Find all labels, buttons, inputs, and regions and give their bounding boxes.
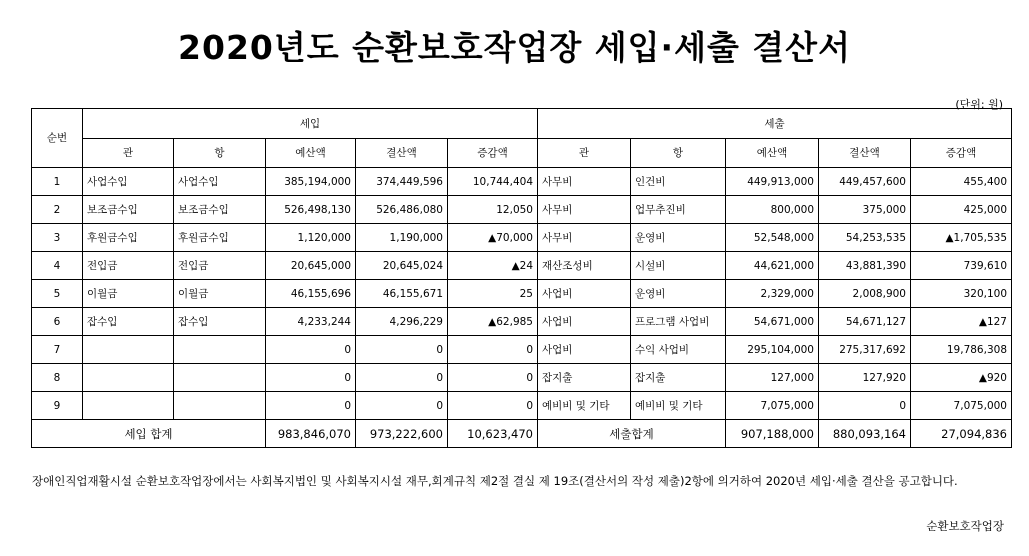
table-row [32, 252, 1012, 280]
expense-gwan: 사업비 [538, 336, 631, 364]
expense-budget: 2,329,000 [726, 280, 819, 308]
income-budget: 385,194,000 [266, 168, 356, 196]
expense-settled: 0 [819, 392, 911, 420]
expense-diff: ▲920 [911, 364, 1012, 392]
row-no: 5 [32, 280, 83, 308]
income-total-budget: 983,846,070 [266, 420, 356, 448]
row-no: 6 [32, 308, 83, 336]
income-budget: 0 [266, 336, 356, 364]
expense-diff: 320,100 [911, 280, 1012, 308]
income-hang [174, 336, 266, 364]
expense-diff-header: 증감액 [911, 139, 1012, 168]
expense-gwan-header: 관 [538, 139, 631, 168]
expense-hang: 운영비 [631, 280, 726, 308]
income-settled: 20,645,024 [356, 252, 448, 280]
expense-gwan: 사무비 [538, 168, 631, 196]
expense-hang: 수익 사업비 [631, 336, 726, 364]
income-diff-header: 증감액 [448, 139, 538, 168]
expense-budget: 7,075,000 [726, 392, 819, 420]
table-row [32, 392, 1012, 420]
income-gwan [83, 392, 174, 420]
income-diff: 0 [448, 364, 538, 392]
income-hang: 잡수입 [174, 308, 266, 336]
expense-diff: 739,610 [911, 252, 1012, 280]
expense-hang-header: 항 [631, 139, 726, 168]
income-header: 세입 [83, 109, 538, 139]
expense-budget-header: 예산액 [726, 139, 819, 168]
income-budget: 0 [266, 364, 356, 392]
income-gwan: 보조금수입 [83, 196, 174, 224]
expense-diff: ▲127 [911, 308, 1012, 336]
income-diff: 10,744,404 [448, 168, 538, 196]
row-no: 7 [32, 336, 83, 364]
row-no: 9 [32, 392, 83, 420]
expense-budget: 52,548,000 [726, 224, 819, 252]
income-settled: 4,296,229 [356, 308, 448, 336]
income-gwan: 후원금수입 [83, 224, 174, 252]
expense-total-budget: 907,188,000 [726, 420, 819, 448]
income-settled: 1,190,000 [356, 224, 448, 252]
table-row [32, 196, 1012, 224]
expense-settled-header: 결산액 [819, 139, 911, 168]
income-diff: ▲70,000 [448, 224, 538, 252]
expense-budget: 449,913,000 [726, 168, 819, 196]
expense-settled: 275,317,692 [819, 336, 911, 364]
row-no: 1 [32, 168, 83, 196]
expense-gwan: 사무비 [538, 196, 631, 224]
expense-diff: 425,000 [911, 196, 1012, 224]
income-budget: 4,233,244 [266, 308, 356, 336]
income-settled: 526,486,080 [356, 196, 448, 224]
expense-hang: 잡지출 [631, 364, 726, 392]
expense-settled: 449,457,600 [819, 168, 911, 196]
income-budget: 46,155,696 [266, 280, 356, 308]
expense-hang: 운영비 [631, 224, 726, 252]
income-diff: ▲24 [448, 252, 538, 280]
expense-hang: 인건비 [631, 168, 726, 196]
expense-budget: 127,000 [726, 364, 819, 392]
income-hang: 이월금 [174, 280, 266, 308]
expense-total-label: 세출합계 [538, 420, 726, 448]
income-budget: 1,120,000 [266, 224, 356, 252]
income-total-settled: 973,222,600 [356, 420, 448, 448]
expense-settled: 43,881,390 [819, 252, 911, 280]
income-diff: 12,050 [448, 196, 538, 224]
organization-name: 순환보호작업장 [926, 519, 1004, 533]
expense-diff: ▲1,705,535 [911, 224, 1012, 252]
expense-settled: 54,671,127 [819, 308, 911, 336]
row-no: 4 [32, 252, 83, 280]
expense-budget: 44,621,000 [726, 252, 819, 280]
income-gwan: 사업수입 [83, 168, 174, 196]
income-gwan [83, 364, 174, 392]
income-budget: 526,498,130 [266, 196, 356, 224]
settlement-table [31, 108, 1012, 448]
income-budget-header: 예산액 [266, 139, 356, 168]
income-total-diff: 10,623,470 [448, 420, 538, 448]
income-hang: 후원금수입 [174, 224, 266, 252]
income-budget: 0 [266, 392, 356, 420]
expense-hang: 프로그램 사업비 [631, 308, 726, 336]
unit-label: (단위: 원) [955, 98, 1003, 111]
expense-hang: 업무추진비 [631, 196, 726, 224]
income-settled: 0 [356, 364, 448, 392]
income-hang-header: 항 [174, 139, 266, 168]
income-settled: 374,449,596 [356, 168, 448, 196]
income-settled: 0 [356, 392, 448, 420]
expense-gwan: 사무비 [538, 224, 631, 252]
announcement-note: 장애인직업재활시설 순환보호작업장에서는 사회복지법인 및 사회복지시설 재무,회계규칙 제2절 결실 제 19조(결산서의 작성 제출)2항에 의거하여 2020년 세입·세출 결산을 공고합니다. [32, 474, 958, 488]
income-hang [174, 392, 266, 420]
income-diff: 25 [448, 280, 538, 308]
expense-gwan: 사업비 [538, 280, 631, 308]
income-hang: 전입금 [174, 252, 266, 280]
table-row [32, 336, 1012, 364]
expense-diff: 455,400 [911, 168, 1012, 196]
income-gwan-header: 관 [83, 139, 174, 168]
no-header: 순번 [32, 109, 83, 168]
expense-hang: 시설비 [631, 252, 726, 280]
expense-settled: 54,253,535 [819, 224, 911, 252]
income-gwan: 전입금 [83, 252, 174, 280]
income-gwan: 잡수입 [83, 308, 174, 336]
row-no: 3 [32, 224, 83, 252]
income-settled: 0 [356, 336, 448, 364]
totals-row [32, 420, 1012, 448]
income-diff: 0 [448, 392, 538, 420]
expense-diff: 7,075,000 [911, 392, 1012, 420]
table-row [32, 224, 1012, 252]
expense-settled: 127,920 [819, 364, 911, 392]
expense-budget: 295,104,000 [726, 336, 819, 364]
income-gwan [83, 336, 174, 364]
expense-hang: 예비비 및 기타 [631, 392, 726, 420]
table-row [32, 364, 1012, 392]
expense-total-diff: 27,094,836 [911, 420, 1012, 448]
table-row [32, 308, 1012, 336]
expense-gwan: 잡지출 [538, 364, 631, 392]
row-no: 8 [32, 364, 83, 392]
income-diff: ▲62,985 [448, 308, 538, 336]
expense-diff: 19,786,308 [911, 336, 1012, 364]
expense-header: 세출 [538, 109, 1012, 139]
expense-settled: 2,008,900 [819, 280, 911, 308]
income-settled-header: 결산액 [356, 139, 448, 168]
income-total-label: 세입 합계 [32, 420, 266, 448]
expense-budget: 54,671,000 [726, 308, 819, 336]
income-hang [174, 364, 266, 392]
table-header-row [32, 109, 1012, 139]
expense-gwan: 사업비 [538, 308, 631, 336]
income-hang: 사업수입 [174, 168, 266, 196]
income-budget: 20,645,000 [266, 252, 356, 280]
expense-budget: 800,000 [726, 196, 819, 224]
income-diff: 0 [448, 336, 538, 364]
table-subheader-row [32, 139, 1012, 168]
row-no: 2 [32, 196, 83, 224]
expense-total-settled: 880,093,164 [819, 420, 911, 448]
income-hang: 보조금수입 [174, 196, 266, 224]
income-settled: 46,155,671 [356, 280, 448, 308]
income-gwan: 이월금 [83, 280, 174, 308]
expense-gwan: 재산조성비 [538, 252, 631, 280]
expense-settled: 375,000 [819, 196, 911, 224]
page-title: 2020년도 순환보호작업장 세입·세출 결산서 [178, 28, 851, 67]
expense-gwan: 예비비 및 기타 [538, 392, 631, 420]
table-row [32, 168, 1012, 196]
table-row [32, 280, 1012, 308]
